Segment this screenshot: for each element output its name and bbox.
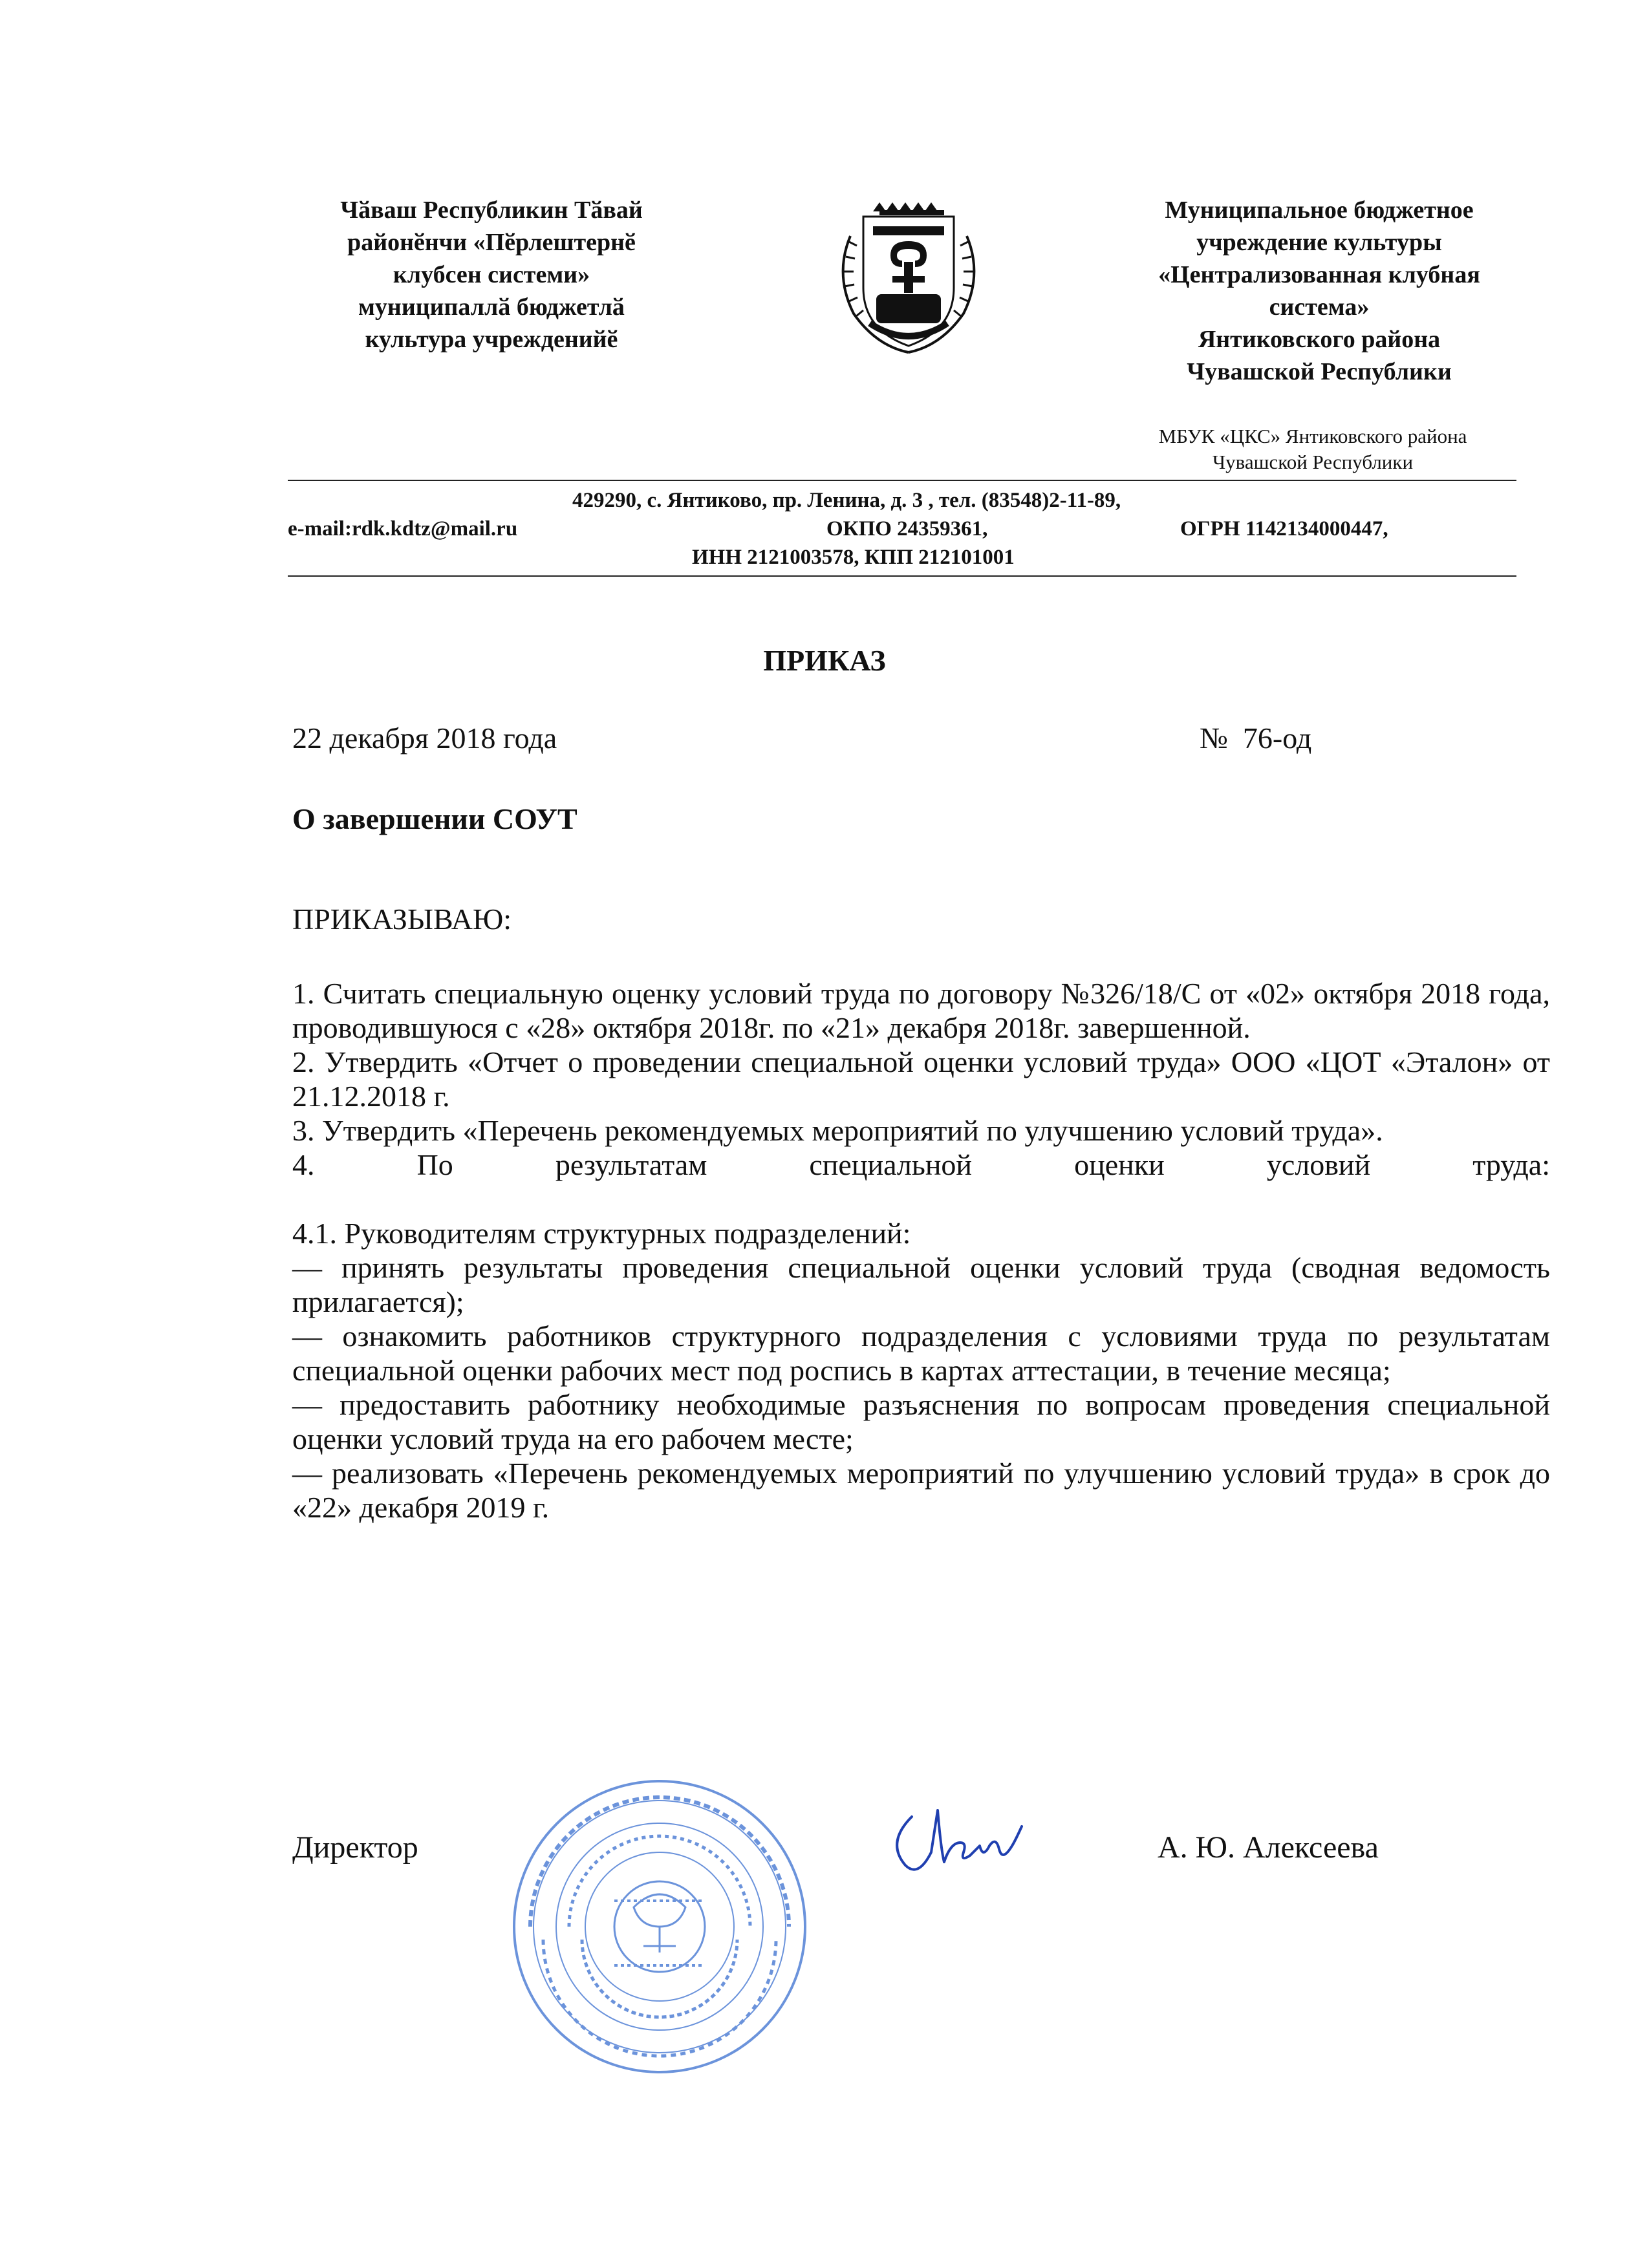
order-subitem: — реализовать «Перечень рекомендуемых мероприятий по улучшению условий труда» в срок до «22» декабря 2019 г. [292,1457,1550,1524]
header-abbr-line: МБУК «ЦКС» Янтиковского района [1158,425,1467,447]
blank-line [292,1182,1550,1216]
header-right-line: Янтиковского района [1198,326,1441,353]
header-right-line: Муниципальное бюджетное [1165,197,1474,224]
order-item: 3. Утвердить «Перечень рекомендуемых мероприятий по улучшению условий труда». [292,1114,1383,1147]
order-body [292,976,1550,1524]
order-subitem: — принять результаты проведения специальной оценки условий труда (сводная ведомость прилагается); [292,1251,1550,1318]
contact-details [288,486,1516,572]
signatory-name: А. Ю. Алексеева [1158,1830,1379,1865]
order-item: 1. Считать специальную оценку условий труда по договору №326/18/С от «02» октября 2018 года, проводившуюся с «28» октября 2018г. по «21» декабря 2018г. завершенной. [292,977,1550,1044]
signatory-title: Директор [292,1830,418,1865]
order-item: 2. Утвердить «Отчет о проведении специальной оценки условий труда» ООО «ЦОТ «Эталон» от 21.12.2018 г. [292,1045,1550,1113]
header-left-organization [272,194,711,356]
header-abbr-line: Чувашской Республики [1212,451,1414,473]
email-text: e-mail:rdk.kdtz@mail.ru [288,517,518,540]
document-title: ПРИКАЗ [763,644,886,677]
document-subject: О завершении СОУТ [292,802,577,835]
header-left-line: муниципаллӑ бюджетлӑ [358,294,625,321]
address-text: 429290, с. Янтиково, пр. Ленина, д. 3 , тел. (83548)2-11-89, [572,489,1121,512]
header-abbreviation [1099,423,1526,475]
handwritten-signature-icon [886,1804,1035,1881]
header-right-line: Чувашской Республики [1187,358,1452,385]
document-number: № 76-од [1200,722,1312,754]
header-left-line: районӗнчи «Пӗрлештернӗ [347,229,636,256]
order-subitem: — ознакомить работников структурного подразделения с условиями труда по результатам специальной оценки рабочих мест под роспись в картах аттестации, в течение месяца; [292,1320,1550,1387]
ogrn-text: ОГРН 1142134000447, [1180,517,1388,540]
header-left-line: культура учрежденийӗ [365,326,618,353]
okpo-text: ОКПО 24359361, [826,517,988,540]
order-heading: ПРИКАЗЫВАЮ: [292,903,512,936]
inn-kpp-text: ИНН 2121003578, КПП 212101001 [692,546,1015,569]
organization-seal-stamp-icon [504,1771,815,2082]
header-right-line: учреждение культуры [1196,229,1442,256]
header-left-line: Чӑваш Республикин Тӑвай [340,197,643,224]
header-divider-bottom [288,575,1516,577]
order-subitem: — предоставить работнику необходимые разъяснения по вопросам проведения специальной оценки условий труда на его рабочем месте; [292,1388,1550,1455]
header-left-line: клубсен системи» [393,261,590,288]
header-right-line: «Централизованная клубная [1158,261,1480,288]
header-divider-top [288,480,1516,481]
order-subitem-heading: 4.1. Руководителям структурных подразделений: [292,1217,911,1250]
document-date: 22 декабря 2018 года [292,722,557,754]
header-right-line: система» [1269,294,1370,321]
order-item: 4. По результатам специальной оценки условий труда: [292,1148,1550,1181]
coat-of-arms-emblem-icon [802,191,1015,359]
header-right-organization [1099,194,1539,388]
